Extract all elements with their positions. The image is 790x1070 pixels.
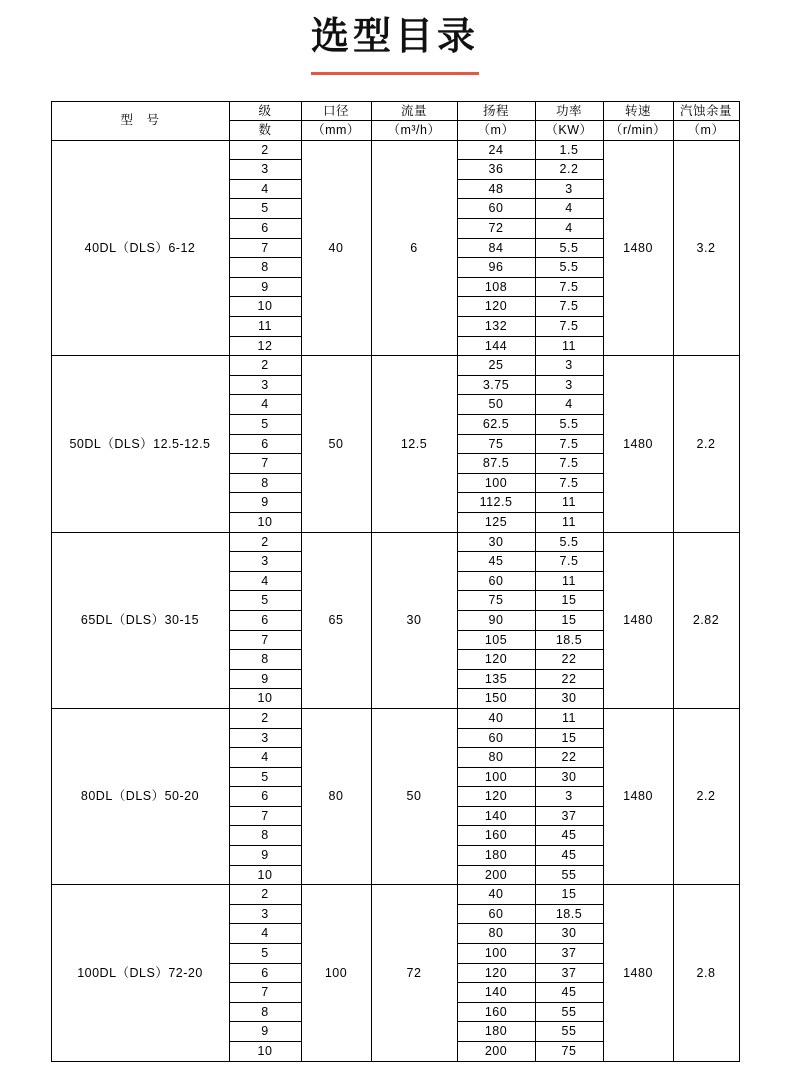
cell-power: 30 [535, 924, 603, 944]
cell-power: 3 [535, 179, 603, 199]
cell-power: 45 [535, 983, 603, 1003]
cell-head: 180 [457, 1022, 535, 1042]
cell-stages: 7 [229, 806, 301, 826]
cell-head: 160 [457, 826, 535, 846]
cell-head: 120 [457, 963, 535, 983]
cell-power: 11 [535, 493, 603, 513]
cell-stages: 8 [229, 650, 301, 670]
page-title: 选型目录 [310, 16, 479, 58]
cell-power: 22 [535, 669, 603, 689]
cell-head: 30 [457, 532, 535, 552]
cell-power: 3 [535, 787, 603, 807]
cell-model: 80DL（DLS）50-20 [51, 708, 229, 884]
cell-power: 55 [535, 865, 603, 885]
cell-power: 75 [535, 1042, 603, 1062]
cell-power: 3 [535, 375, 603, 395]
cell-stages: 3 [229, 160, 301, 180]
cell-stages: 6 [229, 434, 301, 454]
table-row [51, 356, 739, 376]
cell-head: 200 [457, 865, 535, 885]
cell-flow: 50 [371, 708, 457, 884]
cell-power: 11 [535, 336, 603, 356]
cell-power: 7.5 [535, 473, 603, 493]
cell-head: 112.5 [457, 493, 535, 513]
cell-stages: 10 [229, 689, 301, 709]
cell-stages: 10 [229, 297, 301, 317]
table-row [51, 885, 739, 905]
cell-stages: 3 [229, 728, 301, 748]
cell-stages: 10 [229, 512, 301, 532]
cell-power: 22 [535, 650, 603, 670]
title-underline-rule [311, 72, 479, 75]
table-row [51, 140, 739, 160]
cell-head: 108 [457, 277, 535, 297]
cell-power: 5.5 [535, 415, 603, 435]
column-unit-flow: （m³/h） [371, 121, 457, 141]
cell-head: 100 [457, 944, 535, 964]
cell-power: 4 [535, 395, 603, 415]
cell-power: 11 [535, 571, 603, 591]
cell-power: 37 [535, 944, 603, 964]
cell-power: 18.5 [535, 630, 603, 650]
cell-stages: 9 [229, 669, 301, 689]
cell-stages: 5 [229, 767, 301, 787]
cell-flow: 6 [371, 140, 457, 356]
cell-speed: 1480 [603, 356, 673, 532]
cell-head: 50 [457, 395, 535, 415]
cell-speed: 1480 [603, 708, 673, 884]
cell-model: 50DL（DLS）12.5-12.5 [51, 356, 229, 532]
cell-stages: 2 [229, 140, 301, 160]
cell-stages: 2 [229, 708, 301, 728]
page-header [0, 0, 790, 75]
cell-power: 15 [535, 885, 603, 905]
cell-power: 11 [535, 512, 603, 532]
cell-model: 40DL（DLS）6-12 [51, 140, 229, 356]
cell-head: 90 [457, 610, 535, 630]
cell-stages: 12 [229, 336, 301, 356]
cell-power: 30 [535, 767, 603, 787]
cell-stages: 4 [229, 395, 301, 415]
cell-speed: 1480 [603, 532, 673, 708]
cell-head: 72 [457, 219, 535, 239]
cell-bore: 65 [301, 532, 371, 708]
cell-stages: 9 [229, 277, 301, 297]
cell-stages: 6 [229, 219, 301, 239]
cell-head: 40 [457, 708, 535, 728]
cell-head: 45 [457, 552, 535, 572]
cell-head: 180 [457, 846, 535, 866]
cell-head: 125 [457, 512, 535, 532]
cell-head: 80 [457, 748, 535, 768]
cell-stages: 5 [229, 199, 301, 219]
cell-head: 60 [457, 904, 535, 924]
column-header-power: 功率 [535, 101, 603, 121]
cell-head: 100 [457, 473, 535, 493]
cell-power: 7.5 [535, 434, 603, 454]
cell-stages: 5 [229, 944, 301, 964]
cell-npsh: 3.2 [673, 140, 739, 356]
cell-npsh: 2.82 [673, 532, 739, 708]
cell-head: 62.5 [457, 415, 535, 435]
cell-stages: 6 [229, 787, 301, 807]
table-header [51, 101, 739, 140]
cell-head: 120 [457, 297, 535, 317]
column-unit-npsh: （m） [673, 121, 739, 141]
cell-stages: 8 [229, 1002, 301, 1022]
cell-flow: 72 [371, 885, 457, 1061]
cell-power: 2.2 [535, 160, 603, 180]
cell-stages: 7 [229, 454, 301, 474]
cell-power: 11 [535, 708, 603, 728]
cell-power: 45 [535, 826, 603, 846]
cell-power: 7.5 [535, 454, 603, 474]
cell-stages: 3 [229, 375, 301, 395]
cell-bore: 80 [301, 708, 371, 884]
cell-stages: 9 [229, 1022, 301, 1042]
cell-head: 75 [457, 434, 535, 454]
column-unit-bore: （mm） [301, 121, 371, 141]
cell-stages: 10 [229, 865, 301, 885]
cell-head: 120 [457, 650, 535, 670]
cell-power: 3 [535, 356, 603, 376]
cell-stages: 6 [229, 963, 301, 983]
cell-power: 5.5 [535, 238, 603, 258]
cell-power: 7.5 [535, 552, 603, 572]
cell-model: 100DL（DLS）72-20 [51, 885, 229, 1061]
cell-head: 75 [457, 591, 535, 611]
cell-head: 60 [457, 199, 535, 219]
cell-head: 96 [457, 258, 535, 278]
column-unit-head: （m） [457, 121, 535, 141]
cell-power: 15 [535, 591, 603, 611]
table-header-row-primary [51, 101, 739, 121]
column-header-model: 型 号 [51, 101, 229, 140]
cell-head: 87.5 [457, 454, 535, 474]
cell-stages: 8 [229, 826, 301, 846]
cell-npsh: 2.2 [673, 708, 739, 884]
cell-bore: 100 [301, 885, 371, 1061]
cell-power: 7.5 [535, 277, 603, 297]
table-body [51, 140, 739, 1061]
column-unit-stages: 数 [229, 121, 301, 141]
column-header-stages: 级 [229, 101, 301, 121]
cell-power: 4 [535, 199, 603, 219]
cell-power: 22 [535, 748, 603, 768]
cell-stages: 7 [229, 238, 301, 258]
cell-power: 1.5 [535, 140, 603, 160]
cell-stages: 4 [229, 748, 301, 768]
cell-stages: 3 [229, 904, 301, 924]
cell-power: 37 [535, 963, 603, 983]
cell-head: 140 [457, 806, 535, 826]
cell-stages: 9 [229, 846, 301, 866]
cell-head: 132 [457, 317, 535, 337]
cell-stages: 9 [229, 493, 301, 513]
cell-head: 3.75 [457, 375, 535, 395]
cell-head: 135 [457, 669, 535, 689]
cell-npsh: 2.8 [673, 885, 739, 1061]
cell-power: 15 [535, 610, 603, 630]
cell-head: 48 [457, 179, 535, 199]
cell-bore: 40 [301, 140, 371, 356]
table-row [51, 532, 739, 552]
pump-selection-table [51, 101, 740, 1062]
column-unit-power: （KW） [535, 121, 603, 141]
cell-stages: 7 [229, 630, 301, 650]
cell-flow: 12.5 [371, 356, 457, 532]
cell-power: 5.5 [535, 258, 603, 278]
cell-stages: 5 [229, 591, 301, 611]
cell-head: 105 [457, 630, 535, 650]
cell-stages: 8 [229, 258, 301, 278]
cell-head: 36 [457, 160, 535, 180]
cell-power: 4 [535, 219, 603, 239]
cell-head: 60 [457, 571, 535, 591]
cell-head: 84 [457, 238, 535, 258]
table-row [51, 708, 739, 728]
cell-head: 60 [457, 728, 535, 748]
cell-stages: 10 [229, 1042, 301, 1062]
cell-power: 37 [535, 806, 603, 826]
cell-head: 160 [457, 1002, 535, 1022]
cell-head: 120 [457, 787, 535, 807]
cell-stages: 6 [229, 610, 301, 630]
cell-stages: 8 [229, 473, 301, 493]
column-header-head: 扬程 [457, 101, 535, 121]
cell-power: 55 [535, 1002, 603, 1022]
cell-stages: 4 [229, 571, 301, 591]
column-header-npsh: 汽蚀余量 [673, 101, 739, 121]
cell-power: 45 [535, 846, 603, 866]
cell-head: 100 [457, 767, 535, 787]
cell-power: 7.5 [535, 297, 603, 317]
cell-head: 80 [457, 924, 535, 944]
column-header-bore: 口径 [301, 101, 371, 121]
cell-stages: 3 [229, 552, 301, 572]
cell-power: 55 [535, 1022, 603, 1042]
cell-stages: 4 [229, 924, 301, 944]
cell-head: 150 [457, 689, 535, 709]
cell-stages: 11 [229, 317, 301, 337]
cell-head: 140 [457, 983, 535, 1003]
cell-head: 25 [457, 356, 535, 376]
cell-flow: 30 [371, 532, 457, 708]
cell-stages: 7 [229, 983, 301, 1003]
cell-stages: 2 [229, 885, 301, 905]
column-header-flow: 流量 [371, 101, 457, 121]
cell-head: 24 [457, 140, 535, 160]
cell-power: 15 [535, 728, 603, 748]
cell-stages: 2 [229, 356, 301, 376]
cell-stages: 4 [229, 179, 301, 199]
column-unit-speed: （r/min） [603, 121, 673, 141]
cell-npsh: 2.2 [673, 356, 739, 532]
cell-head: 144 [457, 336, 535, 356]
cell-power: 5.5 [535, 532, 603, 552]
cell-speed: 1480 [603, 885, 673, 1061]
column-header-speed: 转速 [603, 101, 673, 121]
cell-power: 7.5 [535, 317, 603, 337]
cell-head: 40 [457, 885, 535, 905]
cell-power: 18.5 [535, 904, 603, 924]
cell-stages: 5 [229, 415, 301, 435]
cell-power: 30 [535, 689, 603, 709]
cell-stages: 2 [229, 532, 301, 552]
cell-speed: 1480 [603, 140, 673, 356]
cell-model: 65DL（DLS）30-15 [51, 532, 229, 708]
cell-bore: 50 [301, 356, 371, 532]
cell-head: 200 [457, 1042, 535, 1062]
